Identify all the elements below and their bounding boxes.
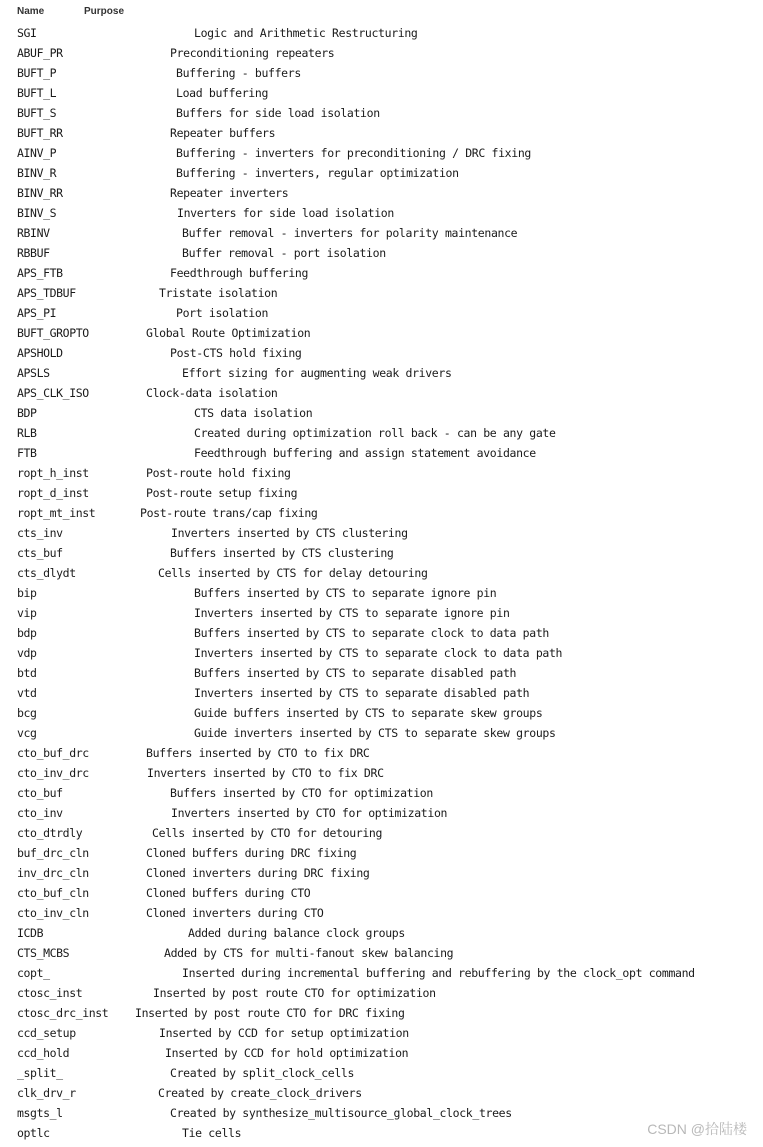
cell-purpose: Cloned inverters during DRC fixing [146, 866, 370, 880]
cell-name: bcg [17, 706, 37, 720]
cell-name: BINV_RR [17, 186, 63, 200]
table-row [0, 903, 763, 923]
cell-name: APSLS [17, 366, 50, 380]
cell-name: vdp [17, 646, 37, 660]
cell-name: BDP [17, 406, 37, 420]
cell-name: optlc [17, 1126, 50, 1140]
cell-purpose: Created by synthesize_multisource_global_clock_trees [170, 1106, 512, 1120]
cell-name: APS_TDBUF [17, 286, 76, 300]
table-row [0, 1003, 763, 1023]
cell-name: vcg [17, 726, 37, 740]
cell-purpose: Inverters inserted by CTO for optimization [171, 806, 448, 820]
cell-purpose: Cloned inverters during CTO [146, 906, 324, 920]
cell-purpose: Cells inserted by CTS for delay detouring [158, 566, 428, 580]
cell-name: cto_buf [17, 786, 63, 800]
table-row [0, 703, 763, 723]
cell-name: cts_inv [17, 526, 63, 540]
table-row [0, 823, 763, 843]
cell-purpose: Buffers inserted by CTS to separate clock to data path [194, 626, 549, 640]
cell-name: ropt_h_inst [17, 466, 89, 480]
cell-name: FTB [17, 446, 37, 460]
table-row [0, 123, 763, 143]
table-row [0, 963, 763, 983]
cell-purpose: Tristate isolation [159, 286, 278, 300]
table-row [0, 863, 763, 883]
table-row [0, 883, 763, 903]
table-row [0, 763, 763, 783]
cell-purpose: Buffers inserted by CTS clustering [170, 546, 394, 560]
cell-name: buf_drc_cln [17, 846, 89, 860]
table-row [0, 503, 763, 523]
cell-name: BINV_R [17, 166, 57, 180]
cell-purpose: Inverters inserted by CTO to fix DRC [147, 766, 384, 780]
cell-purpose: Inserted during incremental buffering and rebuffering by the clock_opt command [182, 966, 695, 980]
cell-name: ICDB [17, 926, 44, 940]
naming-table [0, 23, 763, 1143]
table-row [0, 463, 763, 483]
cell-purpose: Guide buffers inserted by CTS to separate skew groups [194, 706, 543, 720]
cell-name: RBINV [17, 226, 50, 240]
table-row [0, 623, 763, 643]
table-row [0, 943, 763, 963]
cell-name: RLB [17, 426, 37, 440]
cell-name: copt_ [17, 966, 50, 980]
cell-purpose: Cells inserted by CTO for detouring [152, 826, 383, 840]
table-row [0, 263, 763, 283]
table-row [0, 23, 763, 43]
cell-name: bip [17, 586, 37, 600]
table-row [0, 363, 763, 383]
cell-name: BUFT_L [17, 86, 57, 100]
cell-name: clk_drv_r [17, 1086, 76, 1100]
table-row [0, 383, 763, 403]
table-row [0, 63, 763, 83]
cell-purpose: Load buffering [176, 86, 269, 100]
cell-name: BUFT_GROPTO [17, 326, 89, 340]
table-row [0, 243, 763, 263]
cell-name: vtd [17, 686, 37, 700]
cell-name: cto_buf_drc [17, 746, 89, 760]
cell-purpose: Buffer removal - port isolation [182, 246, 386, 260]
cell-name: BINV_S [17, 206, 57, 220]
table-row [0, 223, 763, 243]
cell-purpose: Port isolation [176, 306, 269, 320]
cell-purpose: Post-route hold fixing [146, 466, 291, 480]
cell-name: CTS_MCBS [17, 946, 70, 960]
table-row [0, 323, 763, 343]
cell-purpose: Inserted by post route CTO for optimization [153, 986, 436, 1000]
table-row [0, 143, 763, 163]
cell-name: RBBUF [17, 246, 50, 260]
table-row [0, 523, 763, 543]
table-row [0, 583, 763, 603]
table-row [0, 343, 763, 363]
cell-purpose: Cloned buffers during DRC fixing [146, 846, 357, 860]
cell-name: APS_PI [17, 306, 57, 320]
cell-purpose: Preconditioning repeaters [170, 46, 335, 60]
table-row [0, 743, 763, 763]
cell-name: _split_ [17, 1066, 63, 1080]
cell-purpose: Feedthrough buffering and assign statement avoidance [194, 446, 536, 460]
cell-purpose: Buffers for side load isolation [176, 106, 380, 120]
cell-purpose: Guide inverters inserted by CTS to separate skew groups [194, 726, 556, 740]
cell-name: btd [17, 666, 37, 680]
cell-purpose: Inverters for side load isolation [177, 206, 394, 220]
cell-purpose: Inverters inserted by CTS to separate disabled path [194, 686, 530, 700]
cell-name: cto_inv_drc [17, 766, 89, 780]
column-header-name: Name [17, 6, 45, 17]
cell-name: SGI [17, 26, 37, 40]
table-row [0, 303, 763, 323]
table-row [0, 603, 763, 623]
table-row [0, 43, 763, 63]
cell-name: ropt_mt_inst [17, 506, 96, 520]
cell-name: APS_CLK_ISO [17, 386, 89, 400]
cell-name: BUFT_RR [17, 126, 63, 140]
cell-name: cts_buf [17, 546, 63, 560]
table-row [0, 283, 763, 303]
cell-name: msgts_l [17, 1106, 63, 1120]
cell-purpose: Inserted by post route CTO for DRC fixing [135, 1006, 405, 1020]
cell-purpose: Clock-data isolation [146, 386, 278, 400]
cell-purpose: Cloned buffers during CTO [146, 886, 311, 900]
table-row [0, 923, 763, 943]
cell-name: cto_buf_cln [17, 886, 89, 900]
cell-purpose: Effort sizing for augmenting weak drivers [182, 366, 452, 380]
cell-name: bdp [17, 626, 37, 640]
watermark: CSDN @拾陆楼 [647, 1121, 747, 1137]
cell-purpose: Global Route Optimization [146, 326, 311, 340]
table-row [0, 1063, 763, 1083]
cell-purpose: Created during optimization roll back - can be any gate [194, 426, 556, 440]
cell-purpose: Created by split_clock_cells [170, 1066, 355, 1080]
table-row [0, 183, 763, 203]
cell-purpose: Repeater inverters [170, 186, 289, 200]
cell-purpose: Logic and Arithmetic Restructuring [194, 26, 418, 40]
cell-purpose: Buffering - buffers [176, 66, 301, 80]
cell-purpose: Buffer removal - inverters for polarity maintenance [182, 226, 518, 240]
cell-name: APSHOLD [17, 346, 63, 360]
cell-name: BUFT_P [17, 66, 57, 80]
cell-purpose: Buffers inserted by CTO to fix DRC [146, 746, 370, 760]
table-row [0, 203, 763, 223]
table-row [0, 483, 763, 503]
table-row [0, 803, 763, 823]
cell-purpose: Post-CTS hold fixing [170, 346, 302, 360]
cell-name: ABUF_PR [17, 46, 63, 60]
cell-name: ropt_d_inst [17, 486, 89, 500]
table-row [0, 643, 763, 663]
cell-purpose: Buffers inserted by CTO for optimization [170, 786, 433, 800]
cell-purpose: Inverters inserted by CTS to separate ignore pin [194, 606, 510, 620]
cell-purpose: Added by CTS for multi-fanout skew balancing [164, 946, 454, 960]
cell-purpose: Inverters inserted by CTS clustering [171, 526, 408, 540]
cell-name: ccd_setup [17, 1026, 76, 1040]
table-row [0, 843, 763, 863]
table-row [0, 163, 763, 183]
cell-name: cto_inv_cln [17, 906, 89, 920]
cell-purpose: Buffering - inverters, regular optimization [176, 166, 459, 180]
cell-purpose: Created by create_clock_drivers [158, 1086, 362, 1100]
table-row [0, 723, 763, 743]
cell-name: AINV_P [17, 146, 57, 160]
cell-name: BUFT_S [17, 106, 57, 120]
cell-purpose: Buffering - inverters for preconditioning / DRC fixing [176, 146, 531, 160]
cell-name: cto_dtrdly [17, 826, 83, 840]
table-row [0, 983, 763, 1003]
table-row [0, 83, 763, 103]
column-header-purpose: Purpose [84, 6, 125, 17]
cell-purpose: Buffers inserted by CTS to separate disabled path [194, 666, 517, 680]
cell-name: inv_drc_cln [17, 866, 89, 880]
cell-name: cto_inv [17, 806, 63, 820]
table-row [0, 1043, 763, 1063]
cell-name: vip [17, 606, 37, 620]
cell-purpose: Inverters inserted by CTS to separate clock to data path [194, 646, 563, 660]
table-row [0, 683, 763, 703]
table-row [0, 443, 763, 463]
cell-name: ctosc_inst [17, 986, 83, 1000]
cell-purpose: Tie cells [182, 1126, 242, 1140]
cell-purpose: CTS data isolation [194, 406, 313, 420]
table-row [0, 663, 763, 683]
table-row [0, 1023, 763, 1043]
table-row [0, 563, 763, 583]
cell-name: ctosc_drc_inst [17, 1006, 109, 1020]
cell-purpose: Inserted by CCD for setup optimization [159, 1026, 409, 1040]
table-row [0, 403, 763, 423]
table-row [0, 783, 763, 803]
cell-purpose: Repeater buffers [170, 126, 276, 140]
cell-purpose: Post-route trans/cap fixing [140, 506, 318, 520]
table-row [0, 423, 763, 443]
cell-purpose: Feedthrough buffering [170, 266, 309, 280]
table-row [0, 543, 763, 563]
table-row [0, 103, 763, 123]
cell-purpose: Post-route setup fixing [146, 486, 298, 500]
cell-purpose: Added during balance clock groups [188, 926, 405, 940]
cell-purpose: Inserted by CCD for hold optimization [165, 1046, 409, 1060]
cell-name: cts_dlydt [17, 566, 76, 580]
table-row [0, 1083, 763, 1103]
cell-name: APS_FTB [17, 266, 63, 280]
cell-name: ccd_hold [17, 1046, 70, 1060]
cell-purpose: Buffers inserted by CTS to separate ignore pin [194, 586, 497, 600]
